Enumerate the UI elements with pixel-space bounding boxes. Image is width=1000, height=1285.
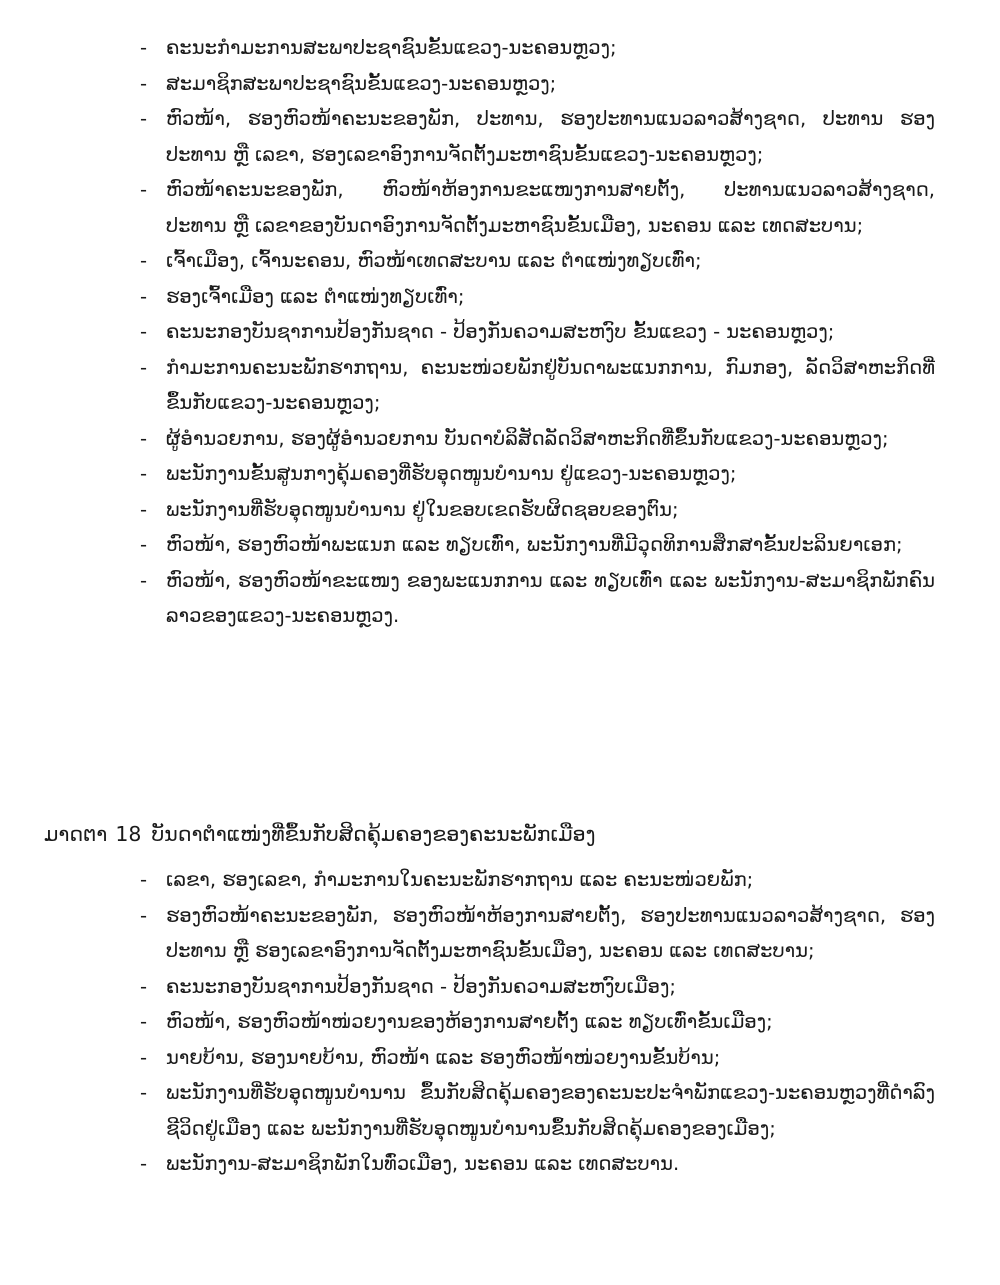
- list-item: [140, 1004, 935, 1040]
- bullet: -: [140, 533, 148, 556]
- list-item: [140, 314, 935, 350]
- bullet: -: [140, 1152, 148, 1175]
- list-item: [140, 66, 935, 102]
- section-17-list: [140, 30, 935, 634]
- list-item: [140, 862, 935, 898]
- list-item: [140, 898, 935, 969]
- bullet: -: [140, 1010, 148, 1033]
- list-item-text: ຫົວໜ້າ, ຮອງຫົວໜ້າຄະນະຂອງພັກ, ປະທານ, ຮອງປະທານແນວລາວສ້າງຊາດ, ປະທານ ຮອງປະທານ ຫຼື ເລຂາ, ຮອງເລຂາອົງການຈັດຕັ້ງມະຫາຊົນຂັ້ນແຂວງ-ນະຄອນຫຼວງ;: [166, 107, 935, 166]
- bullet: -: [140, 974, 148, 998]
- bullet: -: [140, 426, 148, 450]
- bullet: -: [140, 249, 148, 272]
- list-item-text: ນາຍບ້ານ, ຮອງນາຍບ້ານ, ຫົວໜ້າ ແລະ ຮອງຫົວໜ້າໜ່ວຍງານຂັ້ນບ້ານ;: [166, 1045, 721, 1069]
- list-item-text: ຫົວໜ້າ, ຮອງຫົວໜ້າພະແນກ ແລະ ທຽບເທົ່າ, ພະນັກງານທີ່ມີວຸດທິການສຶກສາຂັ້ນປະລິນຍາເອກ;: [166, 533, 903, 556]
- list-item: [140, 1146, 935, 1182]
- bullet: -: [140, 1081, 148, 1104]
- bullet: -: [140, 1045, 148, 1069]
- list-item-text: ຫົວໜ້າ, ຮອງຫົວໜ້າຂະແໜງ ຂອງພະແນກການ ແລະ ທຽບເທົ່າ ແລະ ພະນັກງານ-ສະມາຊິກພັກຄົນລາວຂອງແຂວງ-ນະຄອນຫຼວງ.: [166, 568, 935, 627]
- bullet: -: [140, 462, 148, 485]
- bullet: -: [140, 178, 148, 201]
- list-item-text: ຮອງເຈົ້າເມືອງ ແລະ ຕຳແໜ່ງທຽບເທົ່າ;: [166, 284, 465, 308]
- list-item: [140, 421, 935, 457]
- list-item-text: ກຳມະການຄະນະພັກຮາກຖານ, ຄະນະໜ່ວຍພັກຢູ່ບັນດາພະແນກການ, ກົມກອງ, ລັດວິສາຫະກິດທີ່ຂຶ້ນກັບແຂວງ-ນະຄອນຫຼວງ;: [166, 355, 935, 414]
- list-item: [140, 1040, 935, 1076]
- list-item-text: ຄະນະກອງບັນຊາການປ້ອງກັນຊາດ - ປ້ອງກັນຄວາມສະຫງົບ ຂັ້ນແຂວງ - ນະຄອນຫຼວງ;: [166, 320, 835, 343]
- bullet: -: [140, 497, 148, 521]
- bullet: -: [140, 903, 148, 927]
- list-item: [140, 30, 935, 66]
- bullet: -: [140, 355, 148, 379]
- list-item-text: ພະນັກງານທີ່ຮັບອຸດໜູນບຳນານ ຂຶ້ນກັບສິດຄຸ້ມຄອງຂອງຄະນະປະຈຳພັກແຂວງ-ນະຄອນຫຼວງທີ່ດຳລົງຊີວິດຢູ່ເມືອງ ແລະ ພະນັກງານທີ່ຮັບອຸດໜູນບຳນານຂຶ້ນກັບສິດຄຸ້ມຄອງຂອງເມືອງ;: [166, 1081, 935, 1140]
- bullet: -: [140, 36, 148, 59]
- article-label: ມາດຕາ: [44, 822, 108, 846]
- list-item: [140, 350, 935, 421]
- list-item: [140, 456, 935, 492]
- list-item: [140, 492, 935, 528]
- list-item: [140, 172, 935, 243]
- list-item: [140, 101, 935, 172]
- list-item: [140, 279, 935, 315]
- list-item-text: ພະນັກງານ-ສະມາຊິກພັກໃນທົ່ວເມືອງ, ນະຄອນ ແລະ ເທດສະບານ.: [166, 1152, 680, 1175]
- list-item-text: ພະນັກງານທີ່ຮັບອຸດໜູນບຳນານ ຢູ່ໃນຂອບເຂດຮັບຜິດຊອບຂອງຕົນ;: [166, 497, 679, 521]
- list-item: [140, 563, 935, 634]
- section-18-list: [140, 862, 935, 1182]
- bullet: -: [140, 868, 148, 891]
- list-item-text: ຫົວໜ້າ, ຮອງຫົວໜ້າໜ່ວຍງານຂອງຫ້ອງການສາຍຕັ້ງ ແລະ ທຽບເທົ່າຂັ້ນເມືອງ;: [166, 1010, 773, 1033]
- article-number: 18: [115, 822, 142, 846]
- list-item: [140, 527, 935, 563]
- list-item-text: ເລຂາ, ຮອງເລຂາ, ກຳມະການໃນຄະນະພັກຮາກຖານ ແລະ ຄະນະໜ່ວຍພັກ;: [166, 868, 754, 891]
- bullet: -: [140, 320, 148, 343]
- bullet: -: [140, 71, 148, 95]
- list-item: [140, 243, 935, 279]
- article-title: ບັນດາຕຳແໜ່ງທີ່ຂຶ້ນກັບສິດຄຸ້ມຄອງຂອງຄະນະພັກເມືອງ: [151, 822, 596, 846]
- list-item: [140, 969, 935, 1005]
- list-item-text: ຄະນະກອງບັນຊາການປ້ອງກັນຊາດ - ປ້ອງກັນຄວາມສະຫງົບເມືອງ;: [166, 974, 676, 998]
- list-item-text: ຮອງຫົວໜ້າຄະນະຂອງພັກ, ຮອງຫົວໜ້າຫ້ອງການສາຍຕັ້ງ, ຮອງປະທານແນວລາວສ້າງຊາດ, ຮອງປະທານ ຫຼື ຮອງເລຂາອົງການຈັດຕັ້ງມະຫາຊົນຂັ້ນເມືອງ, ນະຄອນ ແລະ ເທດສະບານ;: [166, 903, 935, 962]
- list-item-text: ເຈົ້າເມືອງ, ເຈົ້ານະຄອນ, ຫົວໜ້າເທດສະບານ ແລະ ຕຳແໜ່ງທຽບເທົ່າ;: [166, 249, 702, 272]
- list-item-text: ຜູ້ອຳນວຍການ, ຮອງຜູ້ອຳນວຍການ ບັນດາບໍລິສັດລັດວິສາຫະກິດທີ່ຂຶ້ນກັບແຂວງ-ນະຄອນຫຼວງ;: [166, 426, 889, 450]
- bullet: -: [140, 107, 148, 130]
- list-item-text: ຄະນະກຳມະການສະພາປະຊາຊົນຂັ້ນແຂວງ-ນະຄອນຫຼວງ;: [166, 36, 617, 59]
- list-item-text: ພະນັກງານຂັ້ນສູນກາງຄຸ້ມຄອງທີ່ຮັບອຸດໜູນບຳນານ ຢູ່ແຂວງ-ນະຄອນຫຼວງ;: [166, 462, 737, 485]
- bullet: -: [140, 284, 148, 308]
- bullet: -: [140, 568, 148, 592]
- list-item-text: ສະມາຊິກສະພາປະຊາຊົນຂັ້ນແຂວງ-ນະຄອນຫຼວງ;: [166, 71, 557, 95]
- list-item: [140, 1075, 935, 1146]
- article-heading: [44, 816, 595, 852]
- list-item-text: ຫົວໜ້າຄະນະຂອງພັກ, ຫົວໜ້າຫ້ອງການຂະແໜງການສາຍຕັ້ງ, ປະທານແນວລາວສ້າງຊາດ, ປະທານ ຫຼື ເລຂາຂອງບັນດາອົງການຈັດຕັ້ງມະຫາຊົນຂັ້ນເມືອງ, ນະຄອນ ແລະ ເທດສະບານ;: [166, 178, 935, 237]
